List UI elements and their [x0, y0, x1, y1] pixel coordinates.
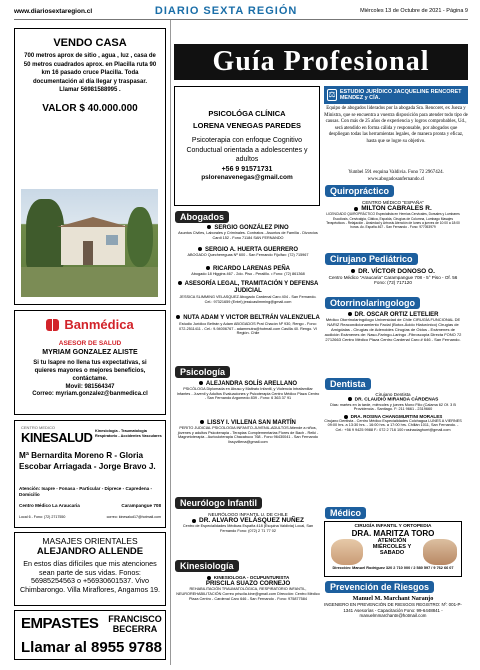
psicologia-2: [176, 420, 320, 444]
neuro-text: NEURÓLOGO INFANTIL U. DE CHILE: [208, 512, 288, 517]
ad-kinesalud: [14, 420, 166, 528]
scale-icon: ⚖: [328, 90, 336, 99]
child-photo-2: [423, 539, 457, 565]
otorrino-ad: [324, 312, 462, 343]
medico-extra: Dirección: Manuel Rodríguez 320 2 710 000 / 2 580 597 / 9 762 66 07: [332, 566, 454, 570]
quiro-ad: [324, 200, 462, 229]
estudio-title: ESTUDIO JURÍDICO JACQUELINE RENCORET MENDEZ y CÍA.: [339, 88, 462, 101]
paper-title: DIARIO SEXTA REGIÓN: [154, 5, 298, 17]
ciru-ad: [324, 268, 462, 286]
ad-body: 700 metros aprox de sitio , agua , luz , casa de 50 metros cuadrados aprox. en Placilla ruta 90 km 16 pasado cruce Placilla. Toda documentación al día llegar y traspasar. Llamar 56981588995 .: [23, 53, 157, 94]
quiro-text: CENTRO MÉDICO "ESPAÑA": [362, 200, 424, 205]
bullet-icon: [348, 312, 352, 316]
ad-title: VENDO CASA: [53, 37, 127, 49]
banmedica-body: Si tu Isapre no llena tus expectativas, si quieres mayores o mejores beneficios, contáctame.: [33, 360, 147, 382]
ad-price: VALOR $ 40.000.000: [42, 102, 138, 114]
psicologia-name: LISSY I. VILLENA SAN MARTÍN: [207, 420, 296, 426]
neuro-ad: [176, 512, 320, 534]
abogado-name: NUTA ADAM Y VICTOR BELTRÁN VALENZUELA: [183, 315, 320, 321]
kinesalud-tags: Kinesiología - Traumatología Respiratorio - Accidentes Vasculares: [95, 429, 162, 438]
abogado-name: ASESORÍA LEGAL, TRAMITACIÓN Y DEFENSA JUDICIAL: [184, 281, 319, 294]
dentista-text: Cirujano Dentista: [375, 392, 411, 397]
medico-text: CIRUGÍA INFANTIL Y ORTOPEDIA: [354, 524, 432, 529]
dentista-ad: [324, 392, 462, 433]
site-url[interactable]: www.diariosextaregion.cl: [14, 7, 93, 15]
page-header: [14, 4, 468, 18]
neuro-extra: Centro de Especialidades Médicas España 418 (Esquina Valdivia) Local, San Fernando Fono: (072) 2 71 77 02: [182, 524, 314, 533]
medico-ad: [324, 521, 462, 577]
masajes-body: En estos días difíciles que mis atenciones sean parte de sus vidas. Fonos: 56985254563 o +56930601537. Vivo Chimbarongo. Villa Miraflores, Angamos 19.: [19, 559, 161, 594]
abogado-name: SERGIO GONZÁLEZ PINO: [214, 225, 289, 231]
kinesalud-email[interactable]: correo: kinesalud17@hotmail.com: [106, 515, 161, 519]
kine-extra: REHABILITACIÓN TRAUMATOLÓGICA, RESPIRATORIO INFANTIL, NEUROREHABILITACIÓN Correo priscila.kine@gmail.com Dirección: Centro Médico Plaza Centro - Cardenal Caro 646 - San Fernando - Fono: 975877584: [176, 587, 320, 601]
section-neurologo: Neurólogo Infantil: [175, 497, 262, 509]
dentista-extra-2: Cirujano Dentista - Centro Médico Especialidades Colchagua LUNES A VIERNES 09:00 hrs. a 13:30 hrs. - 16:00 hrs. a 17:00 hrs. Chillán 1011, San Fernando. - Cel.: +56 9 9425 9988 F.: 072 2 716 100 rosinaciaghorri@gmail.com: [324, 418, 462, 433]
section-cirujano: Cirujano Pediátrico: [325, 253, 418, 265]
riesgos-extra: INGENIERO EN PREVENCIÓN DE RIESGOS REGISTRO: Nº: 001-P-1341 Asesorías - Capacitación Fono: 99-6448841 - manuelmmarchantn@hotmail.com: [324, 602, 462, 619]
dentista-extra: Dias: martes en la tarde, miércoles y jueves Mono Filio (Calama 62 Of. 3 B Providencia - Santiago. F: 211 9661 - 2319660: [330, 402, 456, 412]
psicologia-name: ALEJANDRA SOLÍS ARELLANO: [205, 381, 298, 387]
abogado-text: JESSICA SLIMMING VELASQUEZ Abogado Cardenal Caro 404 - San Fernando. Cel.: 97321659 (Entel) jessicaslimming@gmail.com: [179, 295, 317, 304]
header-divider: [14, 19, 468, 20]
psico-name: LORENA VENEGAS PAREDES: [193, 121, 301, 130]
kinesalud-atencion: Atención: Isapre - Fonasa - Particular - Diprece - Capredena - Domicilio: [19, 486, 152, 497]
bullet-icon: [348, 397, 352, 401]
abogado-name: SERGIO A. HUERTA GUERRERO: [204, 247, 299, 253]
kinesalud-local: Local 6 - Fono: (72) 2717550: [19, 515, 66, 519]
abogado-3: [176, 266, 320, 277]
section-abogados: Abogados: [175, 211, 229, 223]
bullet-icon: [206, 266, 210, 270]
masajes-title: MASAJES ORIENTALES: [42, 536, 138, 546]
page-date: Miércoles 13 de Octubre de 2021 - Página 9: [360, 8, 468, 14]
ad-psicologa: [174, 86, 320, 206]
section-otorrino: Otorrinolaringologo: [325, 297, 420, 309]
estudio-banner: [324, 86, 468, 104]
psicologia-1: [176, 381, 320, 401]
psico-email[interactable]: pslorenavenegas@gmail.com: [201, 173, 293, 181]
column-divider: [170, 20, 171, 665]
kinesalud-names: Mª Bernardita Moreno R - Gloria Escobar Arriagada - Jorge Bravo J.: [19, 451, 156, 471]
kinesalud-brand: KINESALUD: [21, 430, 93, 445]
masajes-name: ALEJANDRO ALLENDE: [36, 546, 144, 557]
bullet-icon: [200, 420, 204, 424]
section-dentista: Dentista: [325, 378, 371, 390]
house-photo: [21, 189, 158, 297]
bullet-icon: [199, 381, 203, 385]
otorrino-extra: Médico Otorrinolaringólogo Universidad de Chile CIRUGÍA FUNCIONAL DE NARIZ Reacondicionamiento Facial (Botox-Ácido Hialurónico) Cirugías de Amígdalas - Cirugías de Adenoides Cirugías de Oídos - Exámenes de audición Exámenes de: Naso-Faringo-Laringo -Fibroscopia Directa FONO 72 2712663 Centro Médico Plaza Centro Cardenal Caro # 646 - San Fernando.: [324, 317, 462, 342]
abogado-1: [176, 225, 320, 240]
banmedica-agent: MYRIAM GONZALEZ ALISTE: [42, 349, 138, 356]
dentista-name-2: DRA. ROSINA CHANGMURTINI MORALES: [350, 413, 443, 419]
empastes-phone[interactable]: Llamar al 8955 9788: [21, 639, 162, 656]
banmedica-logo: [15, 317, 165, 332]
guia-title: Guía Profesional: [212, 46, 430, 77]
ciru-name: DR. VÍCTOR DONOSO O.: [358, 268, 435, 275]
abogado-text: Estudio Jurídico Beltrán y Adam ABOGADOS Prat Chacón Nº 930, Rengo - Fono: 072-2511411 - Cel.: 9-94006767 - adammutra@hotmail.com Casilla 40. Rengo. VI Región. Chile: [179, 322, 317, 336]
abogado-text: Abogado 18 Higgins 467 - 2do. Piso - Peralillo. • Fono: (72) 861368: [191, 272, 305, 276]
section-kinesiologia: Kinesiología: [175, 560, 239, 572]
bullet-icon: [351, 269, 355, 273]
bullet-icon: [198, 247, 202, 251]
ad-empastes: [14, 610, 166, 660]
ad-vendo-casa: [14, 28, 166, 305]
psico-body: Psicoterapia con enfoque Cognitivo Conductual orientada a adolescentes y adultos: [186, 137, 308, 163]
kinesalud-footer: [19, 503, 161, 508]
guia-banner: [174, 44, 468, 80]
quiro-extra: LICENCIADO QUIROPRÁCTICO Especialista en Hernias Cervicales, Dorsales y Lumbares Escoliosis, Cervicalgia, Ciática, Espalda, Cirugías de Columna, Lumbago Masajes Terapéuticos - Relajación - Ansiedad y Artrosis Atención de lunes a jueves de 10:00 a 18:00 horas. Av. España 467 - San Fernando - Fono: 977053979: [326, 212, 460, 229]
bullet-icon: [354, 207, 358, 211]
kinesalud-centro: Centro Médico La Araucaria: [19, 503, 80, 508]
empastes-title: EMPASTES: [21, 615, 99, 632]
bullet-icon: [207, 576, 211, 580]
psico-title: PSICOLÓGA CLÍNICA: [208, 109, 286, 118]
kine-name: PRISCILA SUAZO CORNEJO: [205, 580, 291, 588]
kinesalud-address: Carampangue 708: [121, 503, 161, 508]
riesgos-name: Manuel M. Marchant Naranjo: [352, 595, 434, 602]
banmedica-icon: [46, 319, 60, 331]
kinesalud-contact: [19, 515, 161, 519]
dentista-name: DR. CLAUDIO MIRANDA CÁRDENAS: [354, 397, 439, 403]
child-photo: [331, 539, 363, 565]
ad-masajes: [14, 532, 166, 606]
kine-ad: [176, 575, 320, 601]
bullet-icon: [176, 315, 180, 319]
banmedica-email[interactable]: Correo: myriam.gonzalez@banmedica.cl: [32, 391, 148, 397]
bullet-icon: [178, 281, 182, 285]
abogado-text: ABOGADO Quechereguas Nº 600 - San Fernando Fijo/fax: (72) 715967: [187, 253, 309, 257]
abogado-4: [176, 281, 320, 304]
psicologia-text: PSICÓLOGA Diplomada en Abuso y Maltrato Infantil, y Violencia Intrafamiliar Infantes - Juvenil y Adultos Evaluaciones y Psicoterapia Centro Médico Plaza Centro - San Fernando Argomedo 839 - Fono: 6 363 37 91: [176, 387, 320, 401]
bullet-icon: [207, 225, 211, 229]
section-riesgos: Prevención de Riesgos: [325, 581, 434, 593]
abogado-2: [176, 247, 320, 258]
ad-banmedica: [14, 310, 166, 415]
abogado-name: RICARDO LARENAS PEÑA: [212, 266, 290, 272]
medico-atencion: ATENCIÓN MIÉRCOLES Y SABADO: [372, 538, 412, 557]
neuro-name: DR. ALVARO VELÁSQUEZ NUÑEZ: [199, 517, 304, 525]
psicologia-text: PERITO JUDICIAL PSICOLOGIA INFANTO-JUVENIL-ADULTOS Atiende a niños, jóvenes y adultos Psicoterapia - Terapias Complementarias Flores de Bach - Reiki - Magnetoterapia - Auriculoterapia Chacabuco 768 - Fono 96430041 - San Fernando lissyvillena@gmail.com: [177, 426, 319, 444]
abogado-text: Asuntos Civiles, Laborales y Criminales. Contratos - Asuntos de Familia - Divorcios Cardi 152 - Fono 71184 SAN FERNANDO: [178, 231, 318, 240]
kine-text: KINESIOLOGA - OCUPUNTURISTA: [213, 575, 290, 580]
banmedica-name: Banmédica: [64, 317, 134, 332]
quiro-name: MILTON CABRALES R.: [361, 205, 432, 213]
banmedica-movil[interactable]: Movil: 981564347: [65, 384, 115, 390]
section-psicologia: Psicología: [175, 366, 230, 378]
medico-name: DRA. MARITZA TORO: [351, 529, 435, 538]
abogado-5: [176, 315, 320, 336]
kinesalud-logo: [21, 425, 93, 445]
estudio-contact: Yumbel 591 esquina Valdivia. Fono 72 2967424. www.abogadosanfernando.cl: [348, 170, 444, 182]
ciru-extra: Centro Médico "Araucaria" Carampangue 708 - 5° Piso - Of. 56 Fono: (72) 717120: [328, 275, 458, 286]
otorrino-name: DR. OSCAR ORTIZ LETELIER: [354, 312, 439, 318]
banmedica-role: ASESOR DE SALUD: [58, 340, 122, 347]
bullet-icon: [192, 519, 196, 523]
riesgos-ad: [324, 595, 462, 619]
psico-phone[interactable]: +56 9 91571731: [221, 165, 273, 173]
section-medico: Médico: [325, 507, 366, 519]
kinesalud-center: CENTRO MEDICO: [21, 425, 55, 430]
empastes-who: FRANCISCO BECERRA: [108, 614, 162, 634]
section-quiropractico: Quiropráctico: [325, 185, 394, 197]
estudio-body: Equipo de abogados liderados por la abogada Sra. Rencoret, ex Jueza y Ministra, que se encuentra a vuestra disposición para atender todo tipo de causas. Con más de 25 años de experiencia y logros comprobables, Ud., será atendido en forma cálida y responsable, por abogados que despliegan todas las herramientas legales, de manera pronta y eficaz, hasta que se logre su objetivo.: [324, 106, 468, 144]
